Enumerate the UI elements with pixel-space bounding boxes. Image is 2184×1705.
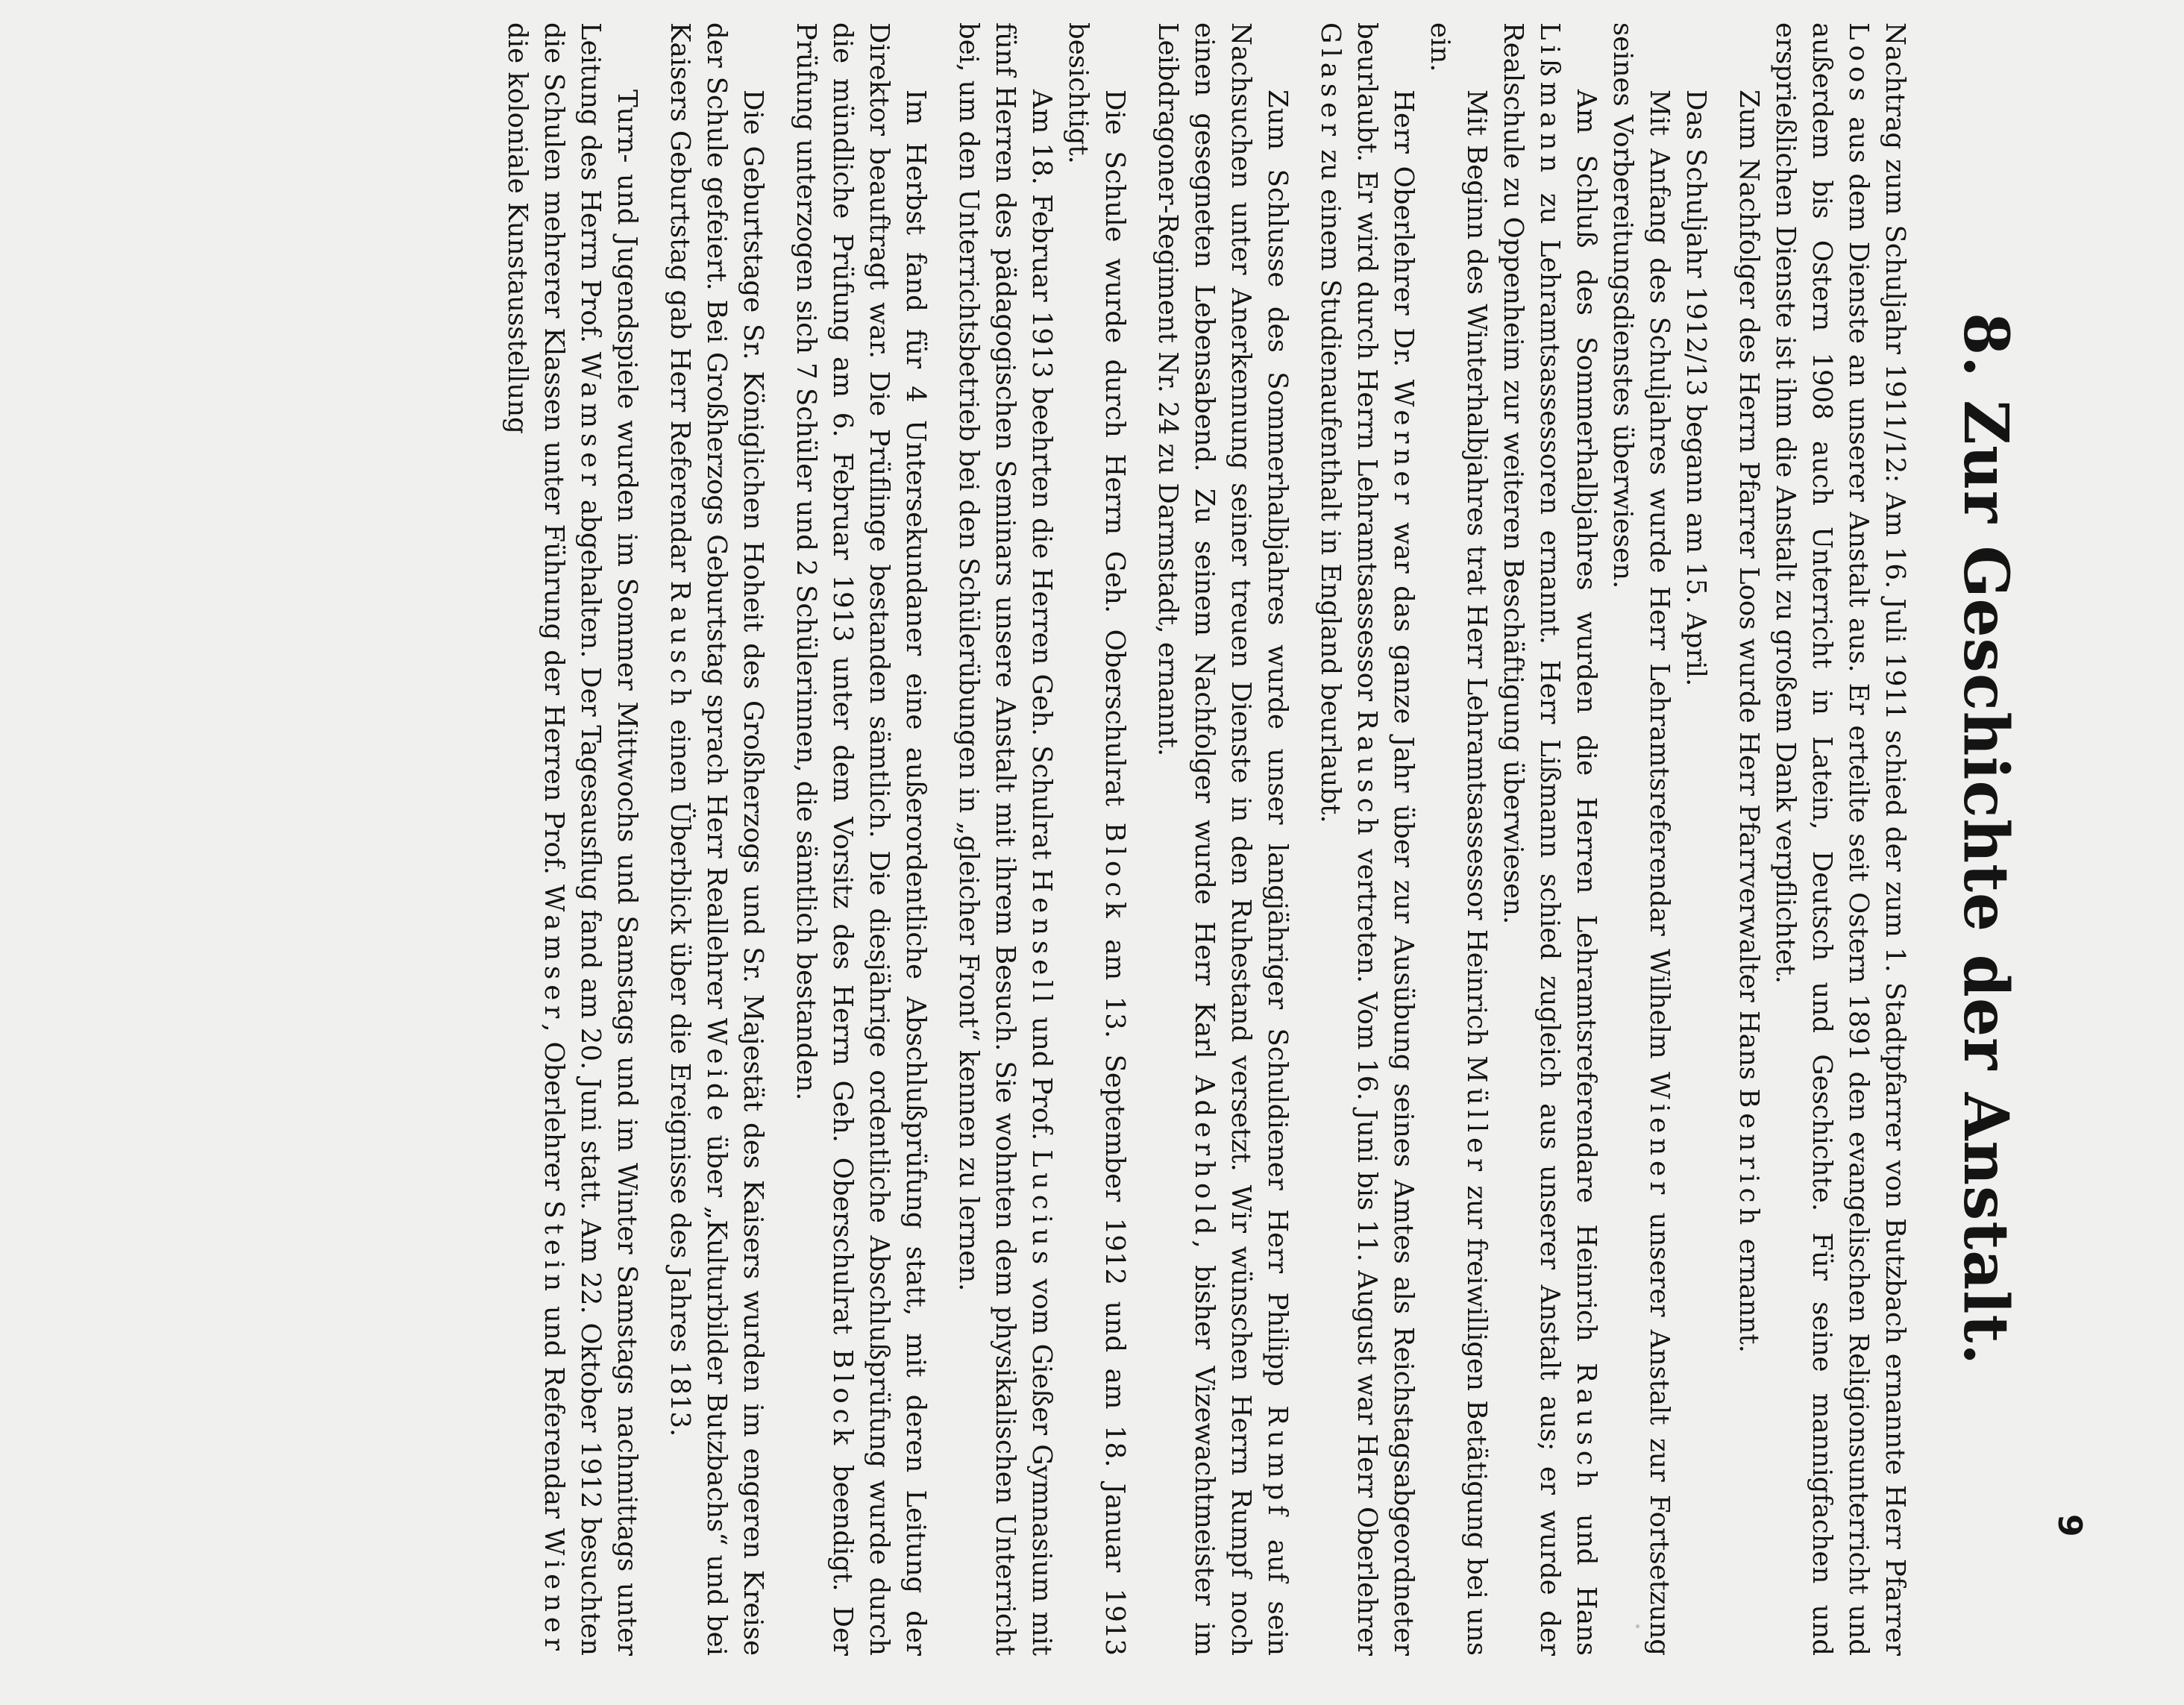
spaced-name: Wiener (1644, 1072, 1675, 1200)
text-run: war das ganze Jahr über zur Ausübung seines Amtes als Reichstagsabgeordneter beurlaubt. Er wird durch Herrn Lehramtsassessor (1352, 22, 1419, 1656)
text-run: und Prof. (1026, 1007, 1057, 1150)
rotated-page-content (67, 22, 2089, 1657)
paragraph (1422, 22, 1495, 1656)
paragraph (1060, 22, 1133, 1656)
text-run: zu Lehramtsassessoren ernannt. Herr Lißmann schied zugleich aus unserer Anstalt aus; er wurde der Realschule zu Oppenheim zur weiteren Beschäftigung überwiesen. (1498, 22, 1565, 1656)
text-run: einen Überblick über die Ereignisse des Jahres 1813. (665, 711, 695, 1437)
text-run: die koloniale Kunstausstellung (502, 22, 533, 434)
body-text (499, 22, 1913, 1656)
text-run: ernannt. (1733, 1230, 1764, 1353)
spaced-name: Stein (539, 1200, 569, 1297)
spaced-name: Wamser (539, 884, 569, 1024)
text-run: vom Gießer Gymnasium mit fünf Herren des pädagogischen Seminars unsere Anstalt mit ihrem Besuch. Sie wohnten dem physikalischen Unterricht bei, um den Unterrichtsbetrieb bei den Schülerübungen in „gleicher Front“ kennen zu lernen. (953, 22, 1057, 1656)
text-run: aus dem Dienste an unserer Anstalt aus. Er erteilte seit Ostern 1891 den evangelischen Religionsunterricht und außerdem bis Ostern 1908 auch Unterricht in Latein, Deutsch und Geschichte. Für seine mannigfachen und ersprießlichen Dienste ist ihm die Anstalt zu großem Dank verpflichtet. (1770, 22, 1874, 1656)
text-run: , bisher Vizewachtmeister im Leibdragoner-Regiment Nr. 24 zu Darmstadt, ernannt. (1152, 22, 1220, 1656)
spaced-name: Rumpf (1262, 1405, 1293, 1521)
text-run: Das Schuljahr 1912/13 begann am 15. April. (1681, 90, 1711, 687)
spaced-name: Müller (1461, 1055, 1492, 1177)
paragraph (1312, 22, 1422, 1656)
spaced-name: Block (1099, 822, 1130, 923)
spaced-name: Weide (701, 1017, 732, 1126)
spaced-name: Werner (1388, 379, 1419, 510)
text-run: Nachtrag zum Schuljahr 1911/12: Am 16. Juli 1911 schied der zum 1. Stadtpfarrer von Butzbach ernannte Herr Pfarrer (1880, 22, 1910, 1656)
text-run: Mit Beginn des Winterhalbjahres trat Herr Lehramtsassessor Heinrich (1461, 90, 1492, 1056)
text-run: Im Herbst fand für 4 Untersekundaner eine außerordentliche Abschlußprüfung statt, mit deren Leitung der Direktor beauftragt war. Die Prüflinge bestanden sämtlich. Die diesjährige ordentliche Abschlußprüfung wurde durch die mündliche Prüfung am 6. Februar 1913 unter dem Vorsitz des Herrn Geh. Oberschulrat (827, 22, 931, 1656)
text-run: zur freiwilligen Betätigung bei uns ein. (1425, 22, 1492, 1656)
text-run: auf sein Nachsuchen unter Anerkennung seiner treuen Dienste in den Ruhestand versetzt. Wir wünschen Herrn Rumpf noch einen gesegneten Lebensabend. Zu seinem Nachfolger wurde Herr Karl (1189, 22, 1293, 1657)
spaced-name: Rausch (1352, 710, 1382, 841)
text-run: Turn- und Jugendspiele wurden im Sommer Mittwochs und Samstags und im Winter Samstags nachmittags unter Leitung des Herrn Prof. (575, 22, 642, 1656)
spaced-name: Hensell (1026, 869, 1057, 1008)
spaced-name: Aderhold (1189, 1075, 1220, 1240)
section-heading: 8. Zur Geschichte der Anstalt. (1950, 313, 2021, 1366)
text-run: Mit Anfang des Schuljahres wurde Herr Lehramtsreferendar Wilhelm (1644, 90, 1675, 1073)
text-run: Zum Nachfolger des Herrn Pfarrer Loos wurde Herr Pfarrverwalter Hans (1733, 90, 1764, 1089)
spaced-name: Lißmann (1534, 22, 1565, 178)
spaced-name: Wiener (539, 1527, 569, 1656)
page-number: 9 (2050, 1514, 2089, 1537)
paragraph (1730, 22, 1767, 1656)
paragraph (950, 22, 1060, 1656)
paragraph (1678, 22, 1714, 1656)
text-run: Am Schluß des Sommerhalbjahres wurden die Herren Lehramtsreferendare Heinrich (1571, 90, 1601, 1363)
spaced-name: Glaser (1315, 22, 1346, 142)
paragraph (662, 22, 771, 1656)
text-run: und Referendar (539, 1296, 569, 1528)
text-run: zu einem Studienaufenthalt in England beurlaubt. (1315, 141, 1346, 823)
paragraph (1604, 22, 1678, 1656)
spaced-name: Wamser (575, 351, 606, 492)
text-run: Die Geburtstage Sr. Königlichen Hoheit des Großherzogs und Sr. Majestät des Kaisers wurden im engeren Kreise der Schule gefeiert. Bei Großherzogs Geburtstag sprach Herr Reallehrer (701, 22, 768, 1656)
text-run: vertreten. Vom 16. Juni bis 11. August war Herr Oberlehrer (1352, 840, 1382, 1656)
text-run: abgehalten. Der Tagesausflug fand am 20. Juni statt. Am 22. Oktober 1912 besuchten die Schulen mehrerer Klassen unter Führung der Herren Prof. (539, 22, 606, 1656)
text-run: , Oberlehrer (539, 1023, 569, 1201)
text-run: Herr Oberlehrer Dr. (1388, 90, 1419, 380)
spaced-name: Benrich (1733, 1088, 1764, 1231)
text-run: beendigt. Der Prüfung unterzogen sich 7 Schüler und 2 Schülerinnen, die sämtlich bestanden. (791, 22, 858, 1656)
paragraph (1149, 22, 1296, 1656)
spaced-name: Block (827, 1348, 858, 1451)
spaced-name: Rausch (1571, 1363, 1601, 1493)
text-run: am 13. September 1912 und am 18. Januar 1913 besichtigt. (1063, 22, 1130, 1656)
text-run: Zum Schlusse des Sommerhalbjahres wurde unser langjähriger Schuldiener Herr Philipp (1262, 90, 1293, 1406)
paragraph (1767, 22, 1913, 1656)
text-run: unserer Anstalt zur Fortsetzung seines Vorbereitungsdienstes überwiesen. (1607, 22, 1675, 1656)
text-run: und Hans (1571, 1492, 1601, 1656)
text-run: Die Schule wurde durch Herrn Geh. Oberschulrat (1099, 90, 1130, 823)
spaced-name: Loos (1843, 22, 1874, 107)
text-run: über „Kulturbilder Butzbachs“ und bei Kaisers Geburtstag gab Herr Referendar (665, 22, 732, 1656)
text-run: Am 18. Februar 1913 beehrten die Herren Geh. Schulrat (1026, 90, 1057, 870)
paragraph (499, 22, 645, 1656)
paragraph (788, 22, 934, 1656)
spaced-name: Lucius (1026, 1149, 1057, 1270)
spaced-name: Rausch (665, 580, 695, 712)
paragraph (1495, 22, 1604, 1656)
